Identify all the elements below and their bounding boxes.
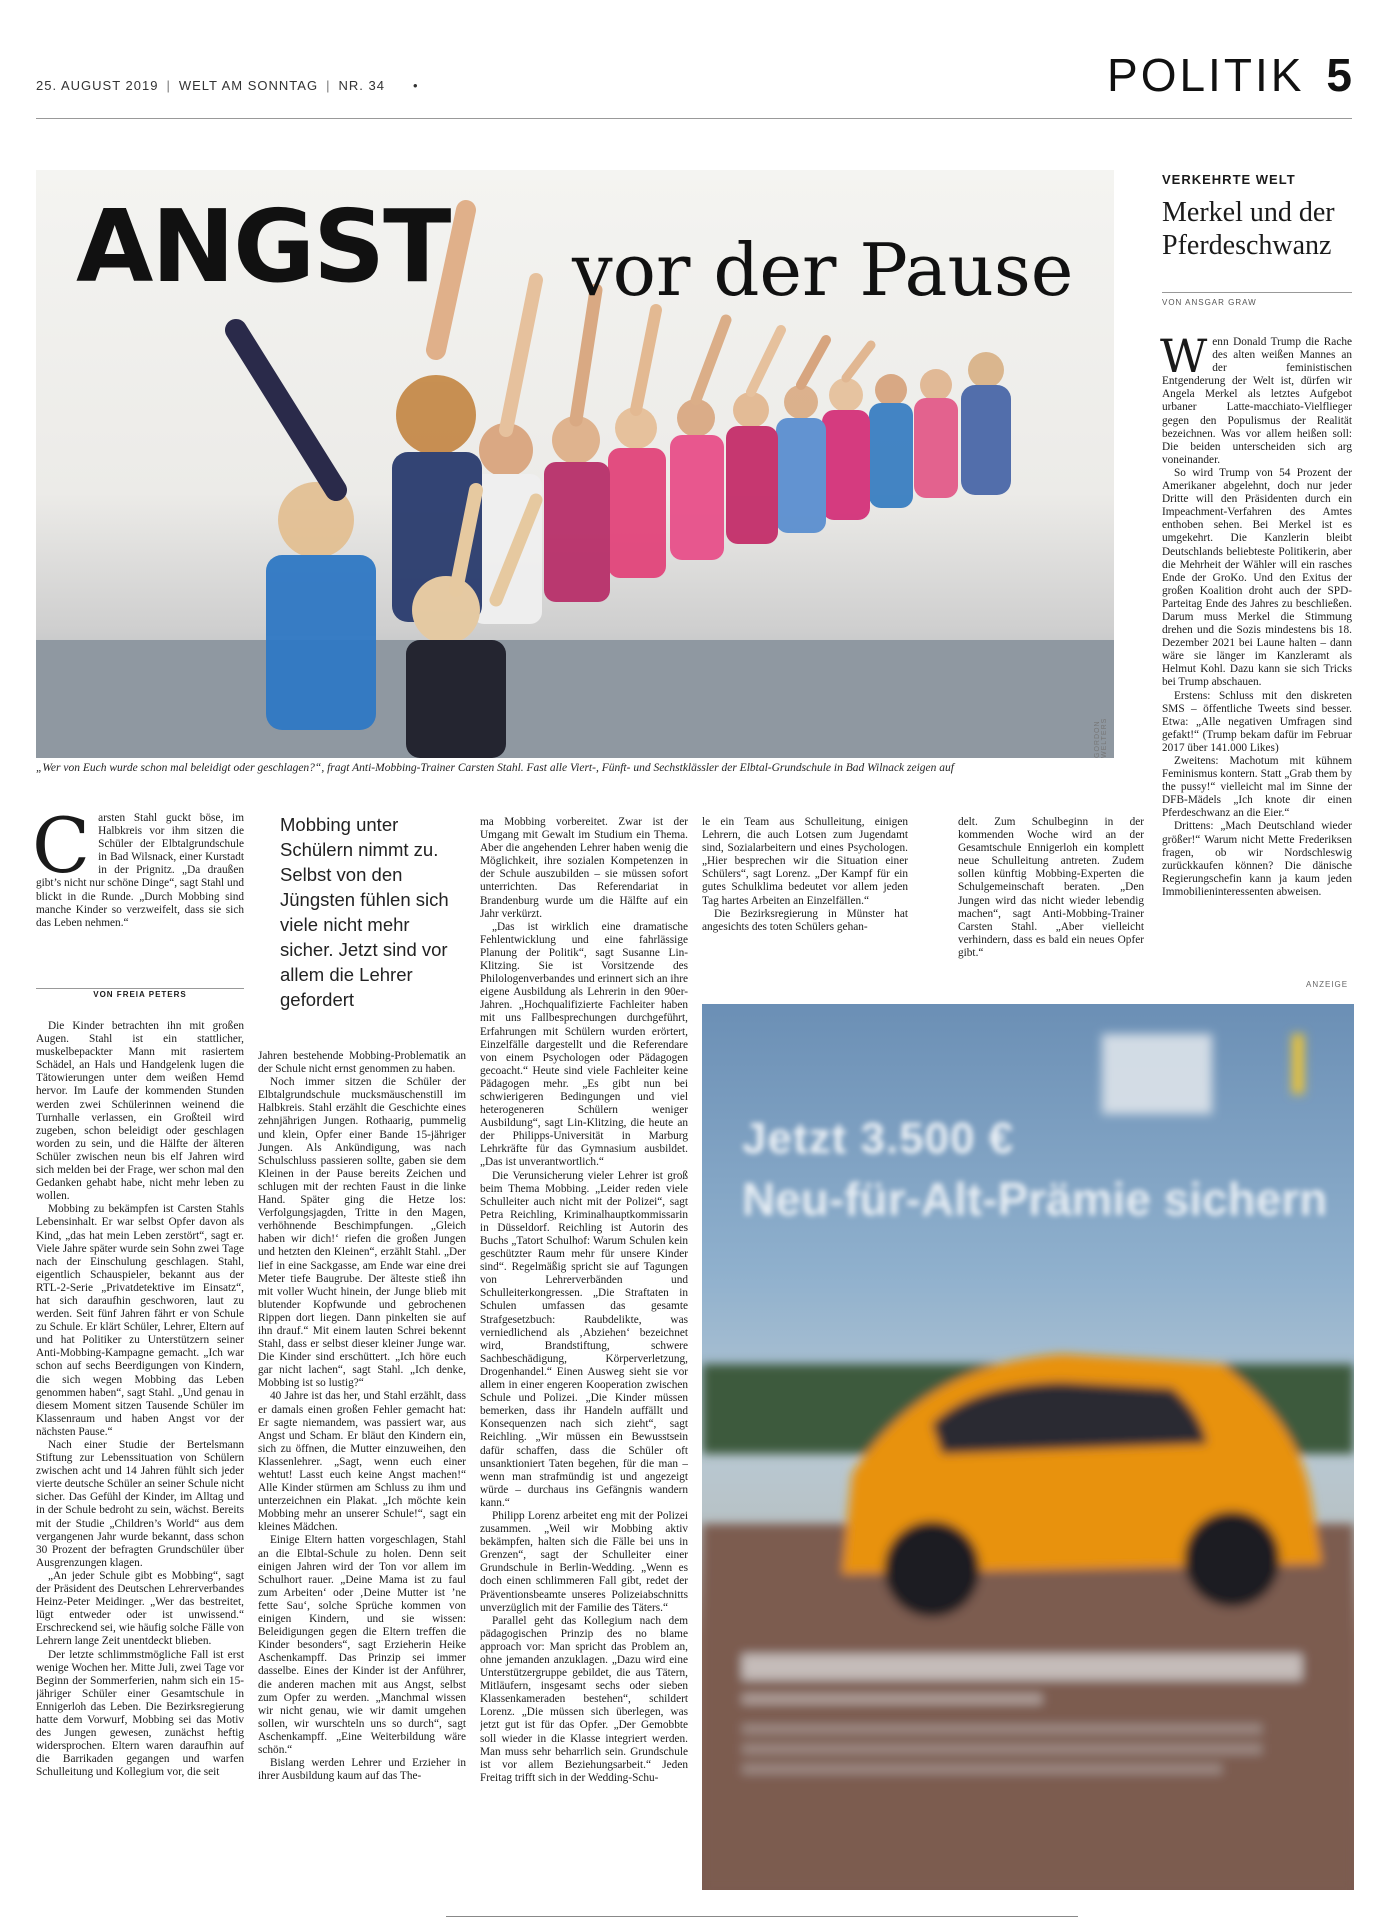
section-header [1107, 48, 1352, 102]
body-paragraph: „Das ist wirklich eine dramatische Fehlentwicklung und eine fahrlässige Planung der Politik“, sagt Susanne Lin-Klitzing. Sie ist Vorsitzende des Philologenverbandes und erinnert sich an ihre eigene Ausbildung als Lehrerin in den 90er-Jahren. „Hochqualifizierte Fachleiter haben mit uns Fallbesprechungen durchgeführt, Erfahrungen mit Schülern wurden erörtert, Einzelfälle dargestellt und die Referendare von einem Psychologen oder Pädagogen gecoacht.“ Heute sind viele Fachleiter keine Pädagogen mehr. „Es gibt nun bei schwierigeren Bedingungen und viel heterogeneren Schülern weniger Ausbildung“, sagt Lin-Klitzing, die heute an der Philipps-Universität in Marburg Lehrkräfte für das Gymnasium ausbildet. „Das ist unverantwortlich.“ [480, 920, 688, 1169]
article-column-4 [702, 816, 908, 934]
sidebar-paragraph: Zweitens: Machotum mit kühnem Feminismus kontern. Statt „Grab them by the pussy!“ vielleicht mal im Sinne der DFB-Mädels „Ich knote dir einen Pferdeschwanz an die Eier.“ [1162, 755, 1352, 820]
ad-label: ANZEIGE [1306, 980, 1349, 989]
header-rule [36, 118, 1352, 119]
paper-name: WELT AM SONNTAG [178, 78, 319, 93]
article-column-1 [36, 1020, 244, 1890]
masthead-meta: 25. AUGUST 2019 | WELT AM SONNTAG | NR. 34 • [36, 78, 419, 93]
article-column-2 [258, 1050, 466, 1890]
article-column-5 [958, 816, 1144, 960]
photo-caption: „Wer von Euch wurde schon mal beleidigt oder geschlagen?“, fragt Anti-Mobbing-Trainer Carsten Stahl. Fast alle Viert-, Fünft- und Sechstklässler der Elbtal-Grundschule in Bad Wilnack zeigen auf [36, 762, 954, 774]
article-dropcap: C [32, 801, 91, 890]
photo-credit: GORDON WELTERS [1094, 717, 1108, 758]
headline-angst: ANGST [76, 188, 450, 305]
body-paragraph: Nach einer Studie der Bertelsmann Stiftung zur Lebenssituation von Schülern zwischen acht und 14 Jahren fühlt sich jeder vierte deutsche Schüler an seiner Schule nicht sicher. Das Gefühl der Kinder, im Alltag und in der Schule bedroht zu sein, wächst. Bereits mit der Studie „Children’s World“ aus dem vergangenen Jahr wurde bekannt, dass schon 30 Prozent der befragten Grundschüler über Ausgrenzungen klagen. [36, 1439, 244, 1569]
body-paragraph: Einige Eltern hatten vorgeschlagen, Stahl an die Elbtal-Schule zu holen. Denn seit einigen Jahren wird der Ton vor allem im Schulhort rauer. „Deine Mama ist zu faul zum Arbeiten‘ oder ‚Deine Mutter ist ’ne fette Sau‘, solche Sprüche kommen von einigen Kindern, und sie wissen: Beleidigungen gegen die Eltern treffen die Kinder besonders“, sagt Erzieherin Heike Aschenkampff. Das Prinzip sei immer dasselbe. Eines der Kinder ist der Anführer, die anderen machen mit aus Angst, selbst zum Opfer zu werden. „Manchmal wissen wir nicht genau, wie wir damit umgehen sollen, wir wurschteln uns so durch“, sagt Aschenkampff. „Eine Weiterbildung wäre schön.“ [258, 1534, 466, 1756]
body-paragraph: Jahren bestehende Mobbing-Problematik an der Schule nicht ernst genommen zu haben. [258, 1050, 466, 1076]
sidebar-body [1160, 329, 1352, 899]
section-name: POLITIK [1107, 49, 1305, 101]
page-number: 5 [1326, 49, 1352, 101]
sidebar-byline: VON ANSGAR GRAW [1162, 298, 1257, 307]
article-column-3 [480, 816, 688, 1890]
sidebar-kicker: VERKEHRTE WELT [1162, 172, 1296, 187]
sidebar-paragraph: Drittens: „Mach Deutschland wieder größer!“ Warum nicht Mette Frederiksen fragen, ob wir Nordschleswig zurückkaufen können? Die dänische Regierungschefin kann ja kaum jeden Immobilieninteressenten abweisen. [1162, 820, 1352, 898]
body-paragraph: Die Verunsicherung vieler Lehrer ist groß beim Thema Mobbing. „Leider reden viele Schulleiter auch nicht mit der Polizei“, sagt Petra Reichling, Kriminalhauptkommissarin in Düsseldorf. Reichling ist Autorin des Buchs „Tatort Schulhof: Warum Schulen kein geschützter Raum mehr für unsere Kinder sind“. Regelmäßig spricht sie auf Tagungen von Lehrerverbänden und Schulleiterkongressen. „Die Straftaten in Schulen umfassen das gesamte Strafgesetzbuch: Raubdelikte, was verniedlichend als ‚Abziehen‘ bezeichnet wird, Brandstiftung, schwere Sachbeschädigung, Körperverletzung, Drogenhandel.“ Einen Ausweg sieht sie vor allem in einer engeren Kooperation zwischen Schule und Polizei. „Die Kinder müssen bemerken, dass ihr Handeln auffällt und Konsequenzen nach sich zieht“, sagt Reichling. „Wir müssen ein Bewusstsein dafür schaffen, dass die Schüler oft unsanktioniert Taten begehen, für die man – wenn man strafmündig ist und angezeigt würde – durchaus ins Gefängnis wandern kann.“ [480, 1169, 688, 1509]
body-paragraph: 40 Jahre ist das her, und Stahl erzählt, dass er damals einen großen Fehler gemacht hat: Er sagte niemandem, was passiert war, aus Angst und Scham. Er bläut den Kindern ein, sich zu öffnen, die Mutter einzuweihen, den Klassenlehrer. „Sagt, wenn euch einer wehtut! Lasst euch keine Angst machen!“ Alle Kinder stürmen am Schluss zu ihm und unterzeichnen ein Plakat. „Ich möchte kein Mobbing mehr an unserer Schule!“, sagt ein kleines Mädchen. [258, 1390, 466, 1534]
article-intro-text: arsten Stahl guckt böse, im Halbkreis vor ihm sitzen die Schüler der Elbtalgrundschule in Bad Wilsnack, einer Kurstadt in der Prignitz. „Da draußen gibt’s nicht nur schöne Dinge“, sagt Stahl und blickt in die Runde. „Durch Mobbing sind manche Kinder so verzweifelt, dass sie sich das Leben nehmen.“ [36, 812, 244, 929]
body-paragraph: Bislang werden Lehrer und Erzieher in ihrer Ausbildung kaum auf das The- [258, 1757, 466, 1783]
body-paragraph: Der letzte schlimmstmögliche Fall ist erst wenige Wochen her. Mitte Juli, zwei Tage vor Beginn der Sommerferien, nahm sich ein 15-jähriger Schüler einer Gesamtschule in Ennigerloh das Leben. Die Bezirksregierung hatte dem Vorwurf, Mobbing sei das Motiv des Jungen gewesen, zunächst heftig widersprochen. Eltern waren daraufhin auf die Barrikaden gegangen und warfen Schulleitung und Kollegium vor, die seit [36, 1648, 244, 1779]
article-byline: VON FREIA PETERS [93, 990, 187, 999]
advertisement[interactable] [702, 1004, 1354, 1890]
body-paragraph: Die Bezirksregierung in Münster hat angesichts des toten Schülers gehan- [702, 907, 908, 933]
sidebar-title: Merkel und der Pferdeschwanz [1162, 197, 1335, 261]
body-paragraph: Die Kinder betrachten ihn mit großen Augen. Stahl ist ein stattlicher, muskelbepackter Mann mit rasiertem Schädel, an Hals und Handgelenk lugen die Tätowierungen unter dem weißen Hemd hervor. Im Laufe der kommenden Stunden werden zwei Schülerinnen weinend die Turnhalle verlassen, ein Großteil wird zugeben, schon beleidigt oder geschlagen worden zu sein, und die Hälfte der älteren Schüler zwischen neun bis elf Jahren wird sich melden bei der Frage, wer schon mal den Gedanken gehabt habe, nicht mehr leben zu wollen. [36, 1020, 244, 1203]
sidebar-intro: enn Donald Trump die Rache des alten weißen Mannes an der feministischen Entgenderung der Welt ist, dürfen wir Angela Merkel als letztes Aufgebot urbaner Latte-macchiato-Vielflieger gegen den Populismus der Realität bezeichnen. Was vor allem heißen soll: Die beiden unterscheiden sich arg voneinander. [1162, 336, 1352, 466]
body-paragraph: Mobbing zu bekämpfen ist Carsten Stahls Lebensinhalt. Er war selbst Opfer davon als Kind, „das hat mein Leben zerstört“, sagt er. Viele Jahre später wurde sein Sohn zwei Tage nach der Einschulung geschlagen. Stahl, eigentlich Schauspieler, bekannt aus der RTL-2-Serie „Privatdetektive im Einsatz“, hat sich daraufhin geschworen, laut zu werden. Seit fünf Jahren fährt er von Schule zu Schule. Er klärt Schüler, Lehrer, Eltern auf und hat Politiker zu Unterstützern seiner Anti-Mobbing-Kampagne gemacht. „Ich war schon auf sechs Beerdigungen von Kindern, die sich wegen Mobbing das Leben genommen haben“, sagt Stahl. „Und genau in diesem Moment sitzen Tausende Schüler im Klassenraum und haben Angst vor der nächsten Pause.“ [36, 1203, 244, 1438]
byline-rule [36, 988, 244, 989]
issue-number: NR. 34 [338, 78, 385, 93]
article-intro [32, 801, 244, 930]
body-paragraph: Noch immer sitzen die Schüler der Elbtalgrundschule mucksmäuschenstill im Halbkreis. Stahl erzählt die Geschichte eines zehnjährigen Jungen. Rothaarig, pummelig und klein, Opfer einer Bande 15-jähriger Jungen. Als Ankündigung, was nach Schulschluss passieren sollte, gaben sie dem Kleinen in der Pause bereits Zeichen und schlugen mit der rechten Faust in die linke Hand. Später ging die Hetze los: Verfolgungsjagden, Tritte in den Magen, verhöhnende Beschimpfungen. „Gleich haben wir dich!‘ riefen die großen Jungen und hetzten den Kleinen“, erzählt Stahl. „Der lief in eine Sackgasse, am Ende war eine drei Meter tiefe Baugrube. Der älteste stieß ihn mit voller Wucht hinein, der Junge blieb mit blutender Kopfwunde und gebrochenen Rippen dort liegen. Dann pinkelten sie auf ihn drauf.“ Mit einem lauten Schrei bekennt Stahl, dass er selbst dieser kleiner Junge war. Die Kinder sind erschüttert. „Ich höre euch gar nicht lachen“, sagt Stahl. „Ich denke, Mobbing ist so lustig?“ [258, 1076, 466, 1390]
body-paragraph: le ein Team aus Schulleitung, einigen Lehrern, die auch Lotsen zum Jugendamt sind, Sozialarbeitern und eines Psychologen. „Hier besprechen wir die Situation einer Schülers“, sagt Lorenz. „Der Kampf für ein gutes Schulklima bedeutet vor allem jeden Tag hartes Arbeiten an Einzelfällen.“ [702, 816, 908, 907]
ad-subheadline: Neu-für-Alt-Prämie sichern [742, 1173, 1328, 1225]
body-paragraph: ma Mobbing vorbereitet. Zwar ist der Umgang mit Gewalt im Studium ein Thema. Aber die angehenden Lehrer haben wenig die Möglichkeit, ihre sozialen Kompetenzen in der Schule auszubilden – sie müssen sofort unterrichten. Das Referendariat in Brandenburg wurde um die Hälfte auf ein Jahr verkürzt. [480, 816, 688, 920]
sidebar-paragraph: So wird Trump von 54 Prozent der Amerikaner abgelehnt, doch nur jeder Dritte will den Präsidenten durch ein Impeachment-Verfahren des Amtes enthoben sehen. Bei Merkel ist es umgekehrt. Die Kanzlerin bleibt Deutschlands beliebteste Politikerin, aber die Mehrheit der Wähler will ein rasches Ende der GroKo. Und den Exitus der großen Koalition droht auch der SPD-Parteitag Ende des Jahres zu beschließen. Darum muss Merkel die Stimmung drehen und die Sozis mindestens bis 18. Dezember 2021 bei Laune halten – dann wäre sie länger im Kanzleramt als Helmut Kohl. Dazu kann sie sich Tricks bei Trump abschauen. [1162, 466, 1352, 689]
sidebar-rule [1162, 292, 1352, 293]
body-paragraph: Philipp Lorenz arbeitet eng mit der Polizei zusammen. „Weil wir Mobbing aktiv bekämpfen, halten sich die Fälle bei uns in Grenzen“, sagt der Schulleiter einer Grundschule in Berlin-Wedding. „Wenn es doch einen schlimmeren Fall gibt, redet der Präventionsbeamte unseres Polizeiabschnitts unverzüglich mit der Familie des Täters.“ [480, 1509, 688, 1614]
sidebar-dropcap: W [1160, 329, 1208, 383]
issue-date: 25. AUGUST 2019 [36, 78, 159, 93]
headline-pause: vor der Pause [572, 228, 1074, 312]
edition-mark: • [412, 78, 419, 93]
footer-rule [446, 1916, 1078, 1917]
pull-quote: Mobbing unter Schülern nimmt zu. Selbst von den Jüngsten fühlen sich viele nicht mehr sicher. Jetzt sind vor allem die Lehrer gefordert [280, 814, 449, 1010]
ad-headline: Jetzt 3.500 € [742, 1114, 1015, 1163]
body-paragraph: delt. Zum Schulbeginn in der kommenden Woche wird an der Gesamtschule Ennigerloh ein komplett neue Schulleitung antreten. Zudem sollen künftig Mobbing-Experten die Schulgemeinschaft beraten. „Den Jungen wird das nicht wieder lebendig machen“, sagt Anti-Mobbing-Trainer Carsten Stahl. „Aber vielleicht verhindern, dass es bald ein neues Opfer gibt.“ [958, 816, 1144, 959]
body-paragraph: „An jeder Schule gibt es Mobbing“, sagt der Präsident des Deutschen Lehrerverbandes Heinz-Peter Meidinger. „Wer das bestreitet, lügt entweder oder ist unwissend.“ Erschreckend sei, wie häufig solche Fälle von Lehrern lange Zeit unentdeckt blieben. [36, 1569, 244, 1648]
body-paragraph: Parallel geht das Kollegium nach dem pädagogischen Prinzip des no blame approach vor: Man spricht das Problem an, ohne jemanden anzuklagen. „Dazu wird eine Unterstützergruppe gebildet, die aus Tätern, Mitläufern, insgesamt sechs oder sieben Klassenkameraden bestehen“, schildert Lorenz. „Die müssen sich überlegen, was jetzt gut ist für das Opfer. „Der Gemobbte soll wieder in die Klasse integriert werden. Man muss sehr beharrlich sein. Grundschule ist vor allem Beziehungsarbeit.“ Jeden Freitag trifft sich in der Wedding-Schu- [480, 1614, 688, 1784]
sidebar-paragraph: Erstens: Schluss mit den diskreten SMS – öffentliche Tweets sind besser. Etwa: „Alle negativen Umfragen sind gefakt!“ (Trump bekam dafür im Februar 2017 über 141.000 Likes) [1162, 689, 1352, 754]
hero-photo [36, 170, 1114, 758]
